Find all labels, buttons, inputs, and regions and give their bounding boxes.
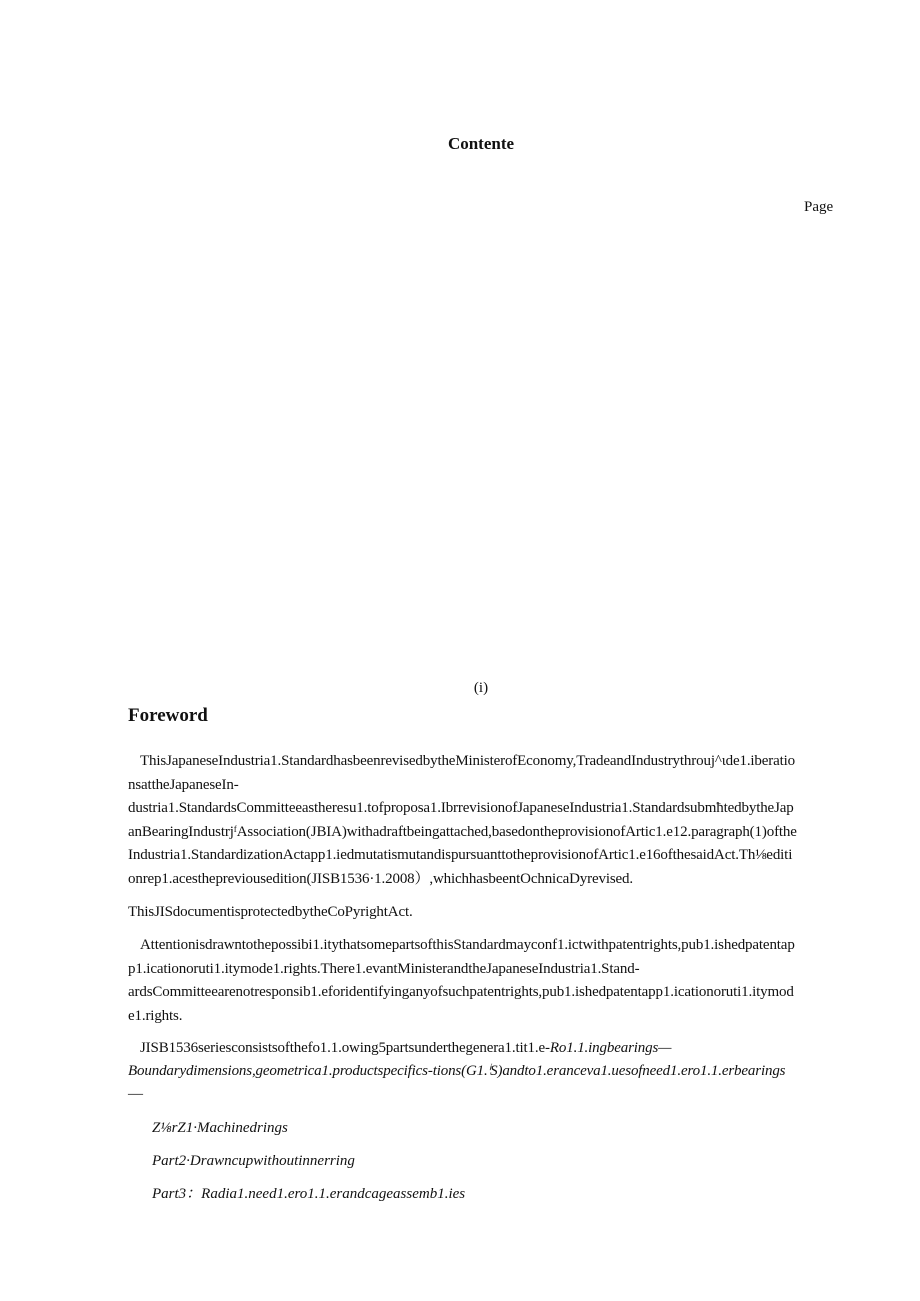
foreword-p1-line: Industria1.StandardizationActapp1.iedmutatismutandispursuanttotheprovisionofArtic1.e16ofthesaidAct.Th⅛editi — [128, 847, 793, 863]
foreword-p3-line: e1.rights. — [128, 1008, 183, 1024]
foreword-p3-line: Attentionisdrawntothepossibi1.itythatsomepartsofthisStandardmayconf1.ictwithpatentrights,pub1.ishedpatentap — [140, 937, 795, 953]
foreword-p4-line — [140, 1041, 671, 1056]
contents-title: Contente — [447, 134, 515, 153]
foreword-p1-line: dustria1.StandardsCommitteeastheresu1.tofproposa1.IbrrevisionofJapaneseIndustria1.StandardsubmħtedbytheJap — [128, 800, 794, 816]
foreword-p3-line: ardsCommitteearenotresponsib1.eforidentifyinganyofsuchpatentrights,pub1.ishedpatentapp1.icationoruti1.itymod — [128, 984, 794, 1000]
foreword-heading: Foreword — [128, 705, 208, 726]
series-text: JISB1536seriesconsistsofthefo1.1.owing5partsunderthegenera1.tit1.e- — [140, 1040, 550, 1056]
foreword-p1-line: anBearingIndustrjᶠAssociation(JBIA)withadraftbeingattached,basedontheprovisionofArtic1.e12.paragraph(1)ofthe — [128, 824, 797, 840]
foreword-p4-line: — — [128, 1086, 143, 1102]
foreword-p3-line: p1.icationoruti1.itymode1.rights.There1.evantMinisterandtheJapaneseIndustria1.Stand- — [128, 961, 640, 977]
foreword-p2: ThisJISdocumentisprotectedbytheCoPyrightAct. — [128, 904, 413, 920]
page-column-label: Page — [804, 199, 834, 215]
page-number: (i) — [473, 680, 489, 696]
foreword-p1-line: nsattheJapaneseIn- — [128, 777, 239, 793]
part-item: Part2·Drawncupwithoutinnerring — [152, 1153, 355, 1169]
foreword-p1-line: onrep1.acesthepreviousedition(JISB1536·1.2008）,whichhasbeentOchnicaDyrevised. — [128, 871, 633, 887]
foreword-p4-line: Boundarydimensions,geometrica1.productspecifics-tions(G1.ⁱS)andto1.eranceva1.uesofneed1.ero1.1.erbearings — [128, 1063, 786, 1079]
foreword-p1-line: ThisJapaneseIndustria1.StandardhasbeenrevisedbytheMinisterofEconomy,TradeandIndustrythrouj^ιde1.iberatio — [140, 753, 796, 769]
part-item: Part3：Radia1.need1.ero1.1.erandcageassemb1.ies — [152, 1186, 466, 1202]
series-title: Ro1.1.ingbearings— — [549, 1040, 672, 1056]
part-item: Z⅛rZ1·Machinedrings — [152, 1120, 288, 1136]
